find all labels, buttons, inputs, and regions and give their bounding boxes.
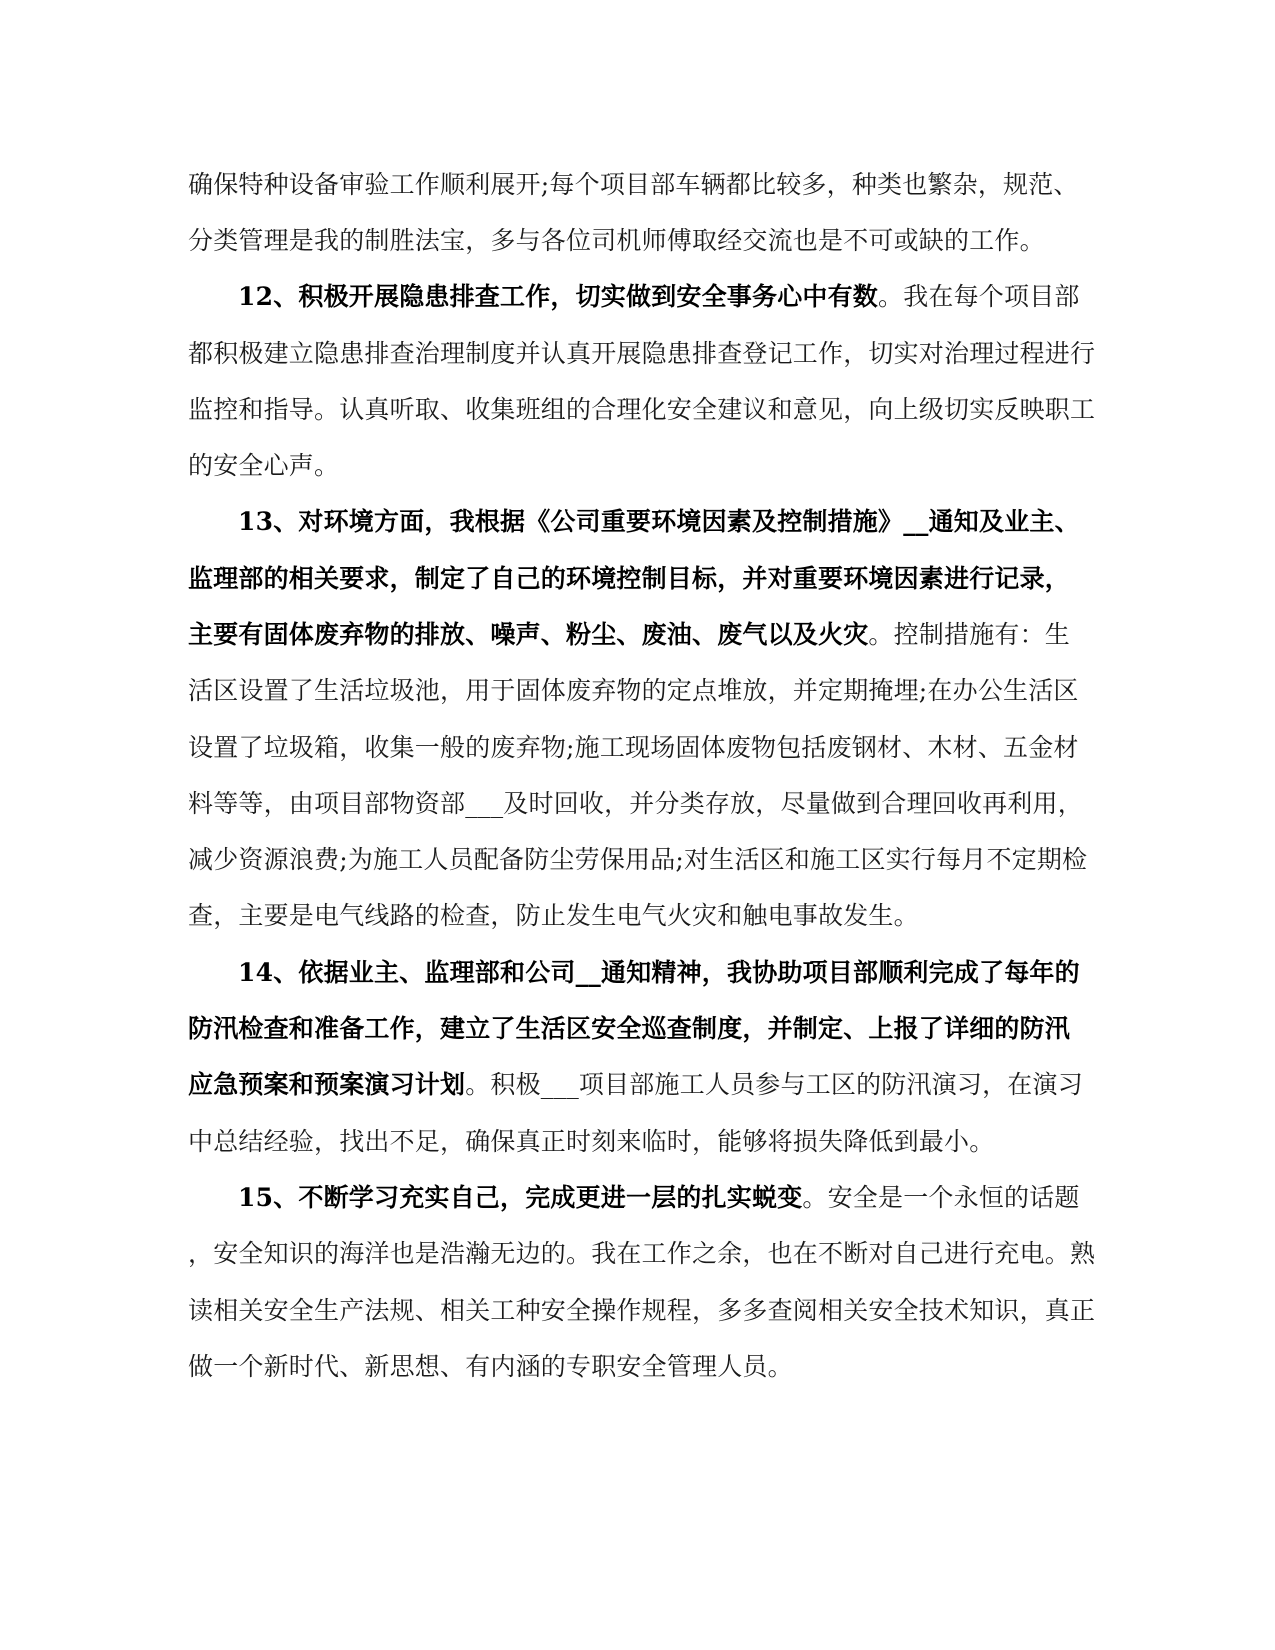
line-text: 分类管理是我的制胜法宝，多与各位司机师傅取经交流也是不可或缺的工作。 [188, 226, 1045, 255]
line-text: 。安全是一个永恒的话题 [802, 1183, 1080, 1212]
line-text: 确保特种设备审验工作顺利展开;每个项目部车辆都比较多，种类也繁杂，规范、 [188, 170, 1079, 199]
text-line [188, 1350, 1088, 1384]
bold-heading-text: 12、积极开展隐患排查工作，切实做到安全事务心中有数 [238, 282, 878, 311]
paragraph-13-heading-line [238, 505, 1138, 539]
text-line [188, 168, 1088, 202]
line-text: 减少资源浪费;为施工人员配备防尘劳保用品;对生活区和施工区实行每月不定期检 [188, 845, 1088, 874]
paragraph-15-heading-line [238, 1181, 1138, 1215]
line-text: 都积极建立隐患排查治理制度并认真开展隐患排查登记工作，切实对治理过程进行 [188, 339, 1096, 368]
line-text: 监控和指导。认真听取、收集班组的合理化安全建议和意见，向上级切实反映职工 [188, 395, 1096, 424]
text-line [188, 1294, 1096, 1328]
text-line [188, 674, 1088, 708]
line-text: 的安全心声。 [188, 451, 340, 480]
text-line [188, 1068, 1088, 1102]
line-text: 料等等，由项目部物资部___及时回收，并分类存放，尽量做到合理回收再利用， [188, 789, 1083, 818]
line-text: 设置了垃圾箱，收集一般的废弃物;施工现场固体废物包括废钢材、木材、五金材 [188, 733, 1079, 762]
bold-text-line [188, 1012, 1088, 1046]
bold-heading-text: 14、依据业主、监理部和公司__通知精神，我协助项目部顺利完成了每年的 [238, 958, 1080, 987]
line-text: 。我在每个项目部 [878, 282, 1080, 311]
text-line [188, 1237, 1096, 1271]
line-text: 。积极___项目部施工人员参与工区的防汛演习，在演习 [465, 1070, 1083, 1099]
line-text: 中总结经验，找出不足，确保真正时刻来临时，能够将损失降低到最小。 [188, 1127, 995, 1156]
text-line [188, 899, 1088, 933]
line-text: 做一个新时代、新思想、有内涵的专职安全管理人员。 [188, 1352, 793, 1381]
text-line [188, 843, 1088, 877]
text-line [188, 449, 1088, 483]
text-line [188, 224, 1088, 258]
bold-heading-text: 13、对环境方面，我根据《公司重要环境因素及控制措施》__通知及业主、 [238, 507, 1080, 536]
text-line [188, 393, 1096, 427]
text-line [188, 618, 1088, 652]
bold-heading-text: 主要有固体废弃物的排放、噪声、粉尘、废油、废气以及火灾 [188, 620, 869, 649]
line-text: 活区设置了生活垃圾池，用于固体废弃物的定点堆放，并定期掩埋;在办公生活区 [188, 676, 1079, 705]
text-line [188, 337, 1096, 371]
bold-heading-text: 15、不断学习充实自己，完成更进一层的扎实蜕变 [238, 1183, 803, 1212]
bold-heading-text: 防汛检查和准备工作，建立了生活区安全巡查制度，并制定、上报了详细的防汛 [188, 1014, 1071, 1043]
line-text: 。控制措施有：生 [868, 620, 1071, 649]
paragraph-14-heading-line [238, 956, 1138, 990]
text-line [188, 731, 1088, 765]
bold-heading-text: 应急预案和预案演习计划 [188, 1070, 466, 1099]
line-text: 查，主要是电气线路的检查，防止发生电气火灾和触电事故发生。 [188, 901, 919, 930]
bold-heading-text: 监理部的相关要求，制定了自己的环境控制目标，并对重要环境因素进行记录， [188, 564, 1071, 593]
line-text: ，安全知识的海洋也是浩瀚无边的。我在工作之余，也在不断对自己进行充电。熟 [188, 1239, 1096, 1268]
bold-text-line [188, 562, 1088, 596]
text-line [188, 787, 1088, 821]
text-line [188, 1125, 1088, 1159]
line-text: 读相关安全生产法规、相关工种安全操作规程，多多查阅相关安全技术知识，真正 [188, 1296, 1096, 1325]
paragraph-12-heading-line [238, 280, 1138, 314]
